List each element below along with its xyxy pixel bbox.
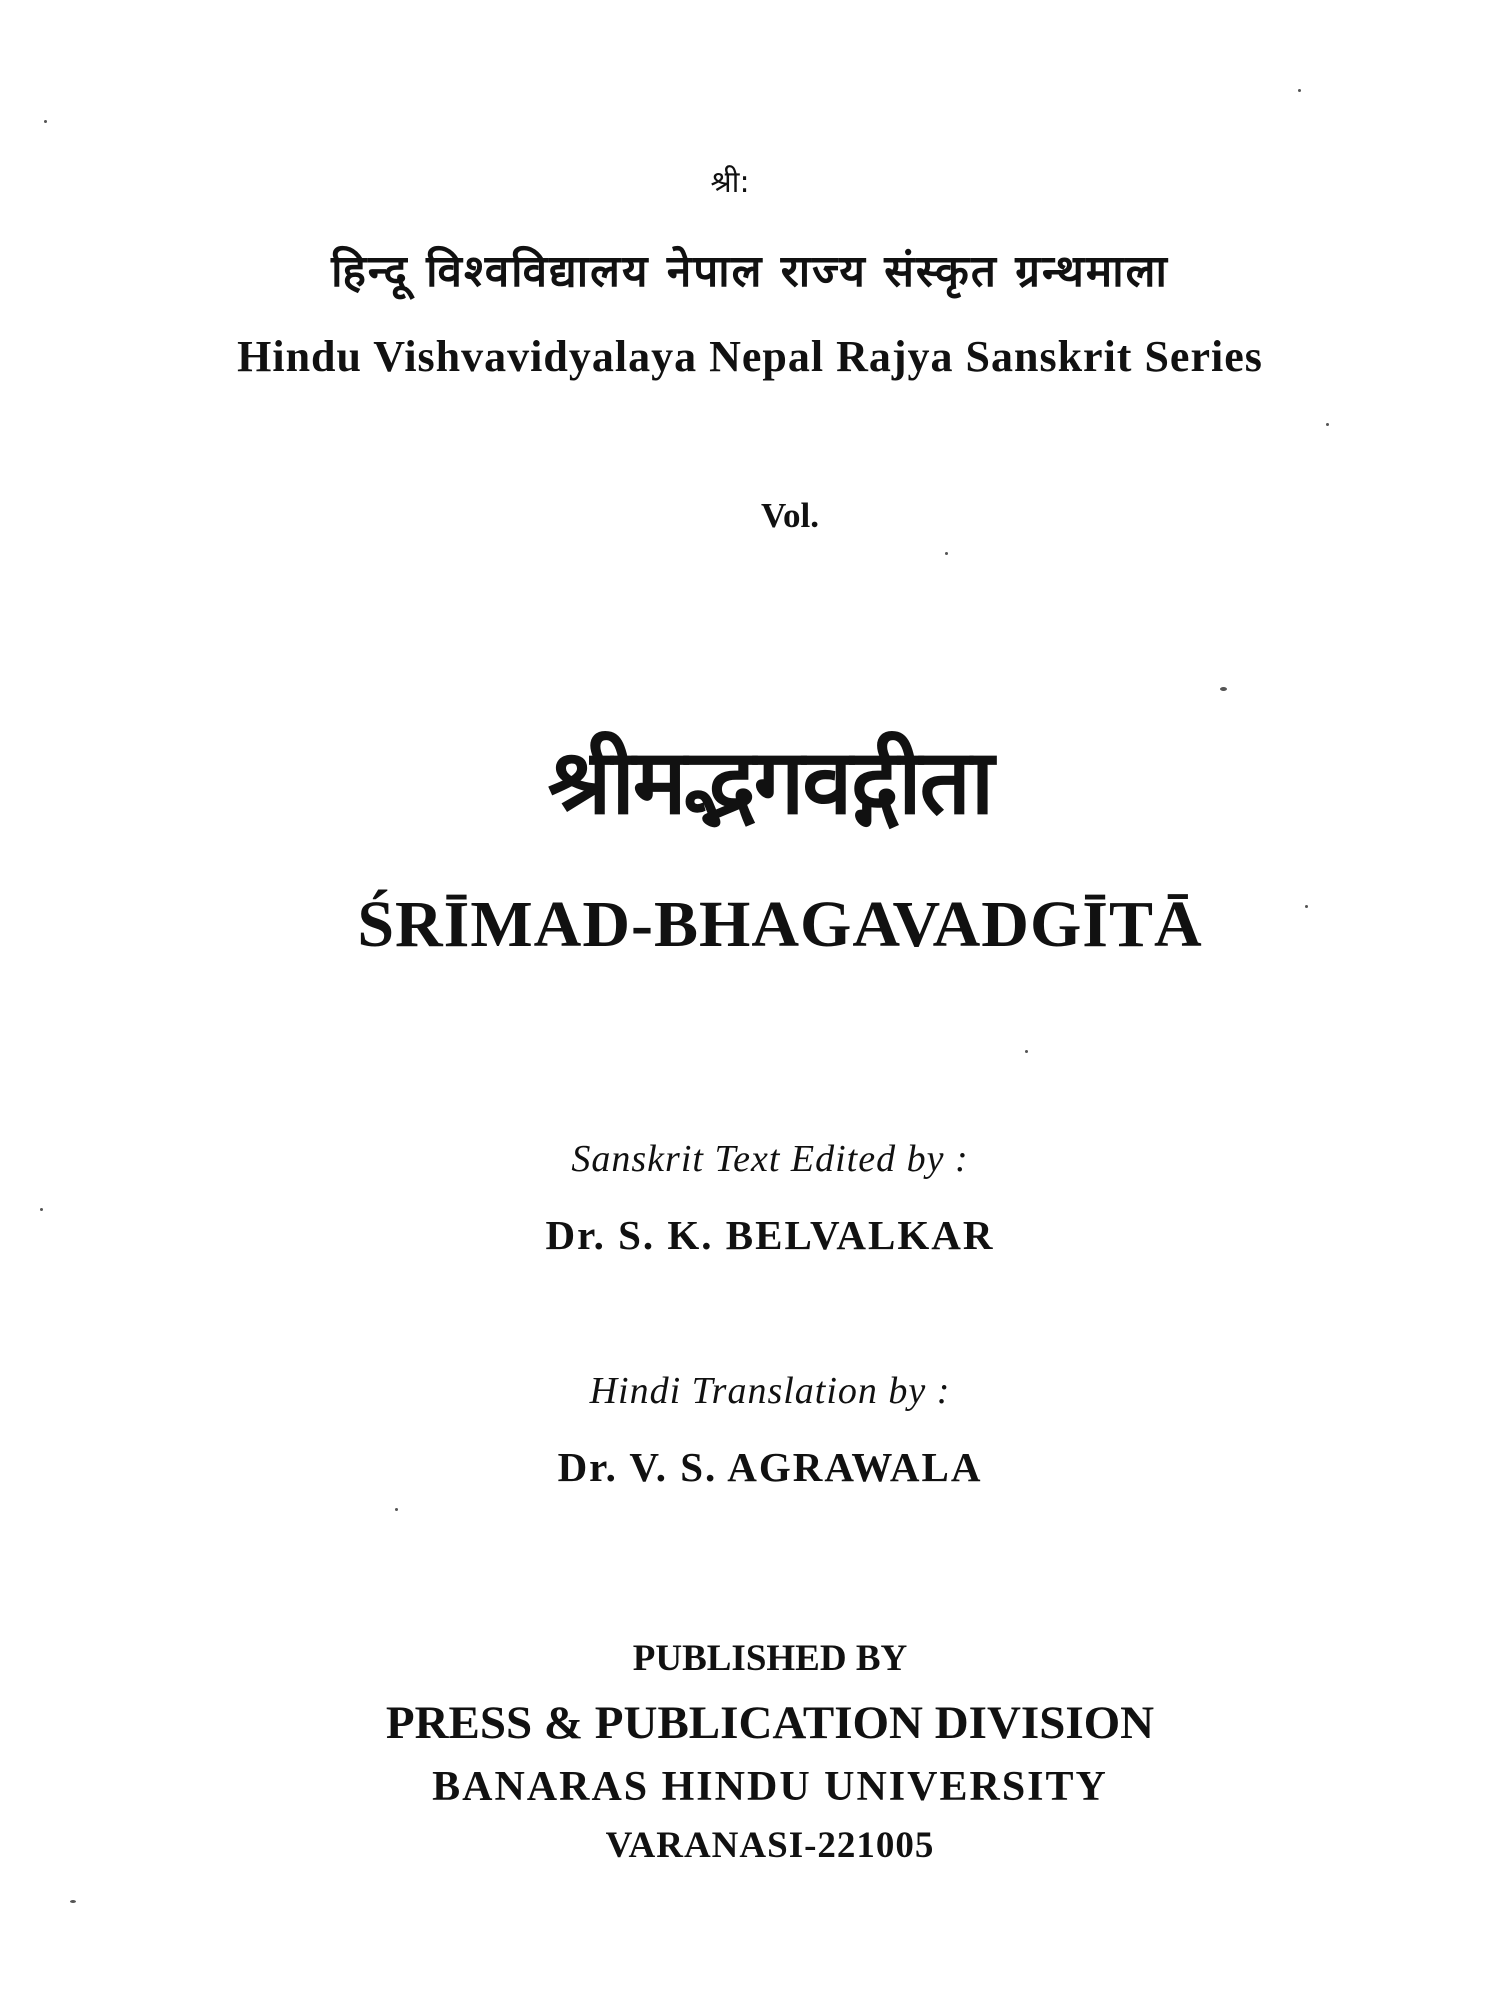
scan-speck xyxy=(1220,687,1227,691)
scan-speck xyxy=(1305,905,1308,908)
translation-by-label: Hindi Translation by : xyxy=(589,1370,951,1412)
publisher-university: BANARAS HINDU UNIVERSITY xyxy=(432,1764,1108,1810)
edited-by-label: Sanskrit Text Edited by : xyxy=(571,1138,969,1180)
published-by-label: PUBLISHED BY xyxy=(632,1638,908,1679)
translator-name: Dr. V. S. AGRAWALA xyxy=(557,1444,983,1490)
scan-speck xyxy=(395,1508,398,1511)
scan-speck xyxy=(40,1208,43,1211)
scan-speck xyxy=(1298,89,1301,92)
series-title-english: Hindu Vishvavidyalaya Nepal Rajya Sanskrit Series xyxy=(237,332,1263,381)
shri-invocation: श्री: xyxy=(710,165,750,200)
series-title-devanagari: हिन्दू विश्वविद्यालय नेपाल राज्य संस्कृत ग्रन्थमाला xyxy=(331,246,1169,297)
volume-label: Vol. xyxy=(760,496,820,535)
publisher-division: PRESS & PUBLICATION DIVISION xyxy=(385,1697,1155,1749)
book-title-devanagari: श्रीमद्भगवद्गीता xyxy=(547,730,993,835)
scan-speck xyxy=(945,552,948,555)
scan-speck xyxy=(44,120,47,123)
scan-speck xyxy=(1326,423,1329,426)
book-title-english: ŚRĪMAD-BHAGAVADGĪTĀ xyxy=(357,888,1203,961)
editor-name: Dr. S. K. BELVALKAR xyxy=(545,1212,995,1258)
publisher-city: VARANASI-221005 xyxy=(605,1825,935,1866)
scan-speck xyxy=(1025,1050,1028,1053)
scan-speck xyxy=(70,1900,76,1903)
